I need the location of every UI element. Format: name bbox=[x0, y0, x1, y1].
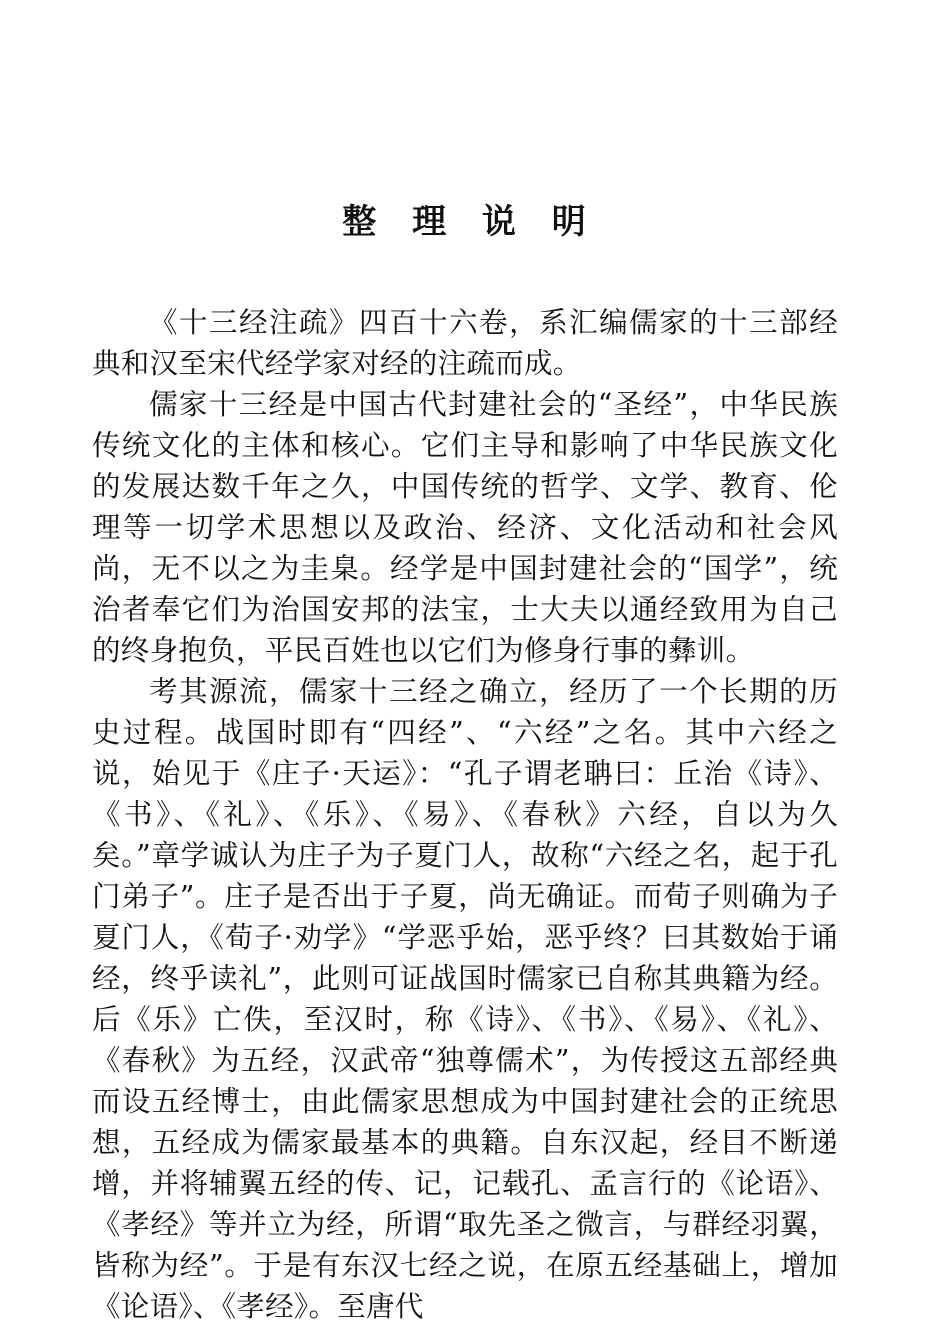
paragraph-3: 考其源流，儒家十三经之确立，经历了一个长期的历史过程。战国时即有“四经”、“六经”之名。其中六经之说，始见于《庄子·天运》：“孔子谓老聃曰：丘治《诗》、《书》、《礼》、《乐》、《易》、《春秋》六经，自以为久矣。”章学诚认为庄子为子夏门人，故称“六经之名，起于孔门弟子”。庄子是否出于子夏，尚无确证。而荀子则确为子夏门人，《荀子·劝学》“学恶乎始，恶乎终？曰其数始于诵经，终乎读礼”，此则可证战国时儒家已自称其典籍为经。后《乐》亡佚，至汉时，称《诗》、《书》、《易》、《礼》、《春秋》为五经，汉武帝“独尊儒术”，为传授这五部经典而设五经博士，由此儒家思想成为中国封建社会的正统思想，五经成为儒家最基本的典籍。自东汉起，经目不断递增，并将辅翼五经的传、记，记载孔、孟言行的《论语》、《孝经》等并立为经，所谓“取先圣之微言，与群经羽翼，皆称为经”。于是有东汉七经之说，在原五经基础上，增加《论语》、《孝经》。至唐代 bbox=[92, 675, 838, 1323]
paragraph-2: 儒家十三经是中国古代封建社会的“圣经”，中华民族传统文化的主体和核心。它们主导和影响了中华民族文化的发展达数千年之久，中国传统的哲学、文学、教育、伦理等一切学术思想以及政治、经济、文化活动和社会风尚，无不以之为圭臬。经学是中国封建社会的“国学”，统治者奉它们为治国安邦的法宝，士大夫以通经致用为自己的终身抱负，平民百姓也以它们为修身行事的彝训。 bbox=[92, 388, 838, 667]
page-title: 整 理 说 明 bbox=[342, 202, 598, 242]
paragraph-1: 《十三经注疏》四百十六卷，系汇编儒家的十三部经典和汉至宋代经学家对经的注疏而成。 bbox=[92, 306, 838, 380]
body-text bbox=[92, 302, 838, 1327]
